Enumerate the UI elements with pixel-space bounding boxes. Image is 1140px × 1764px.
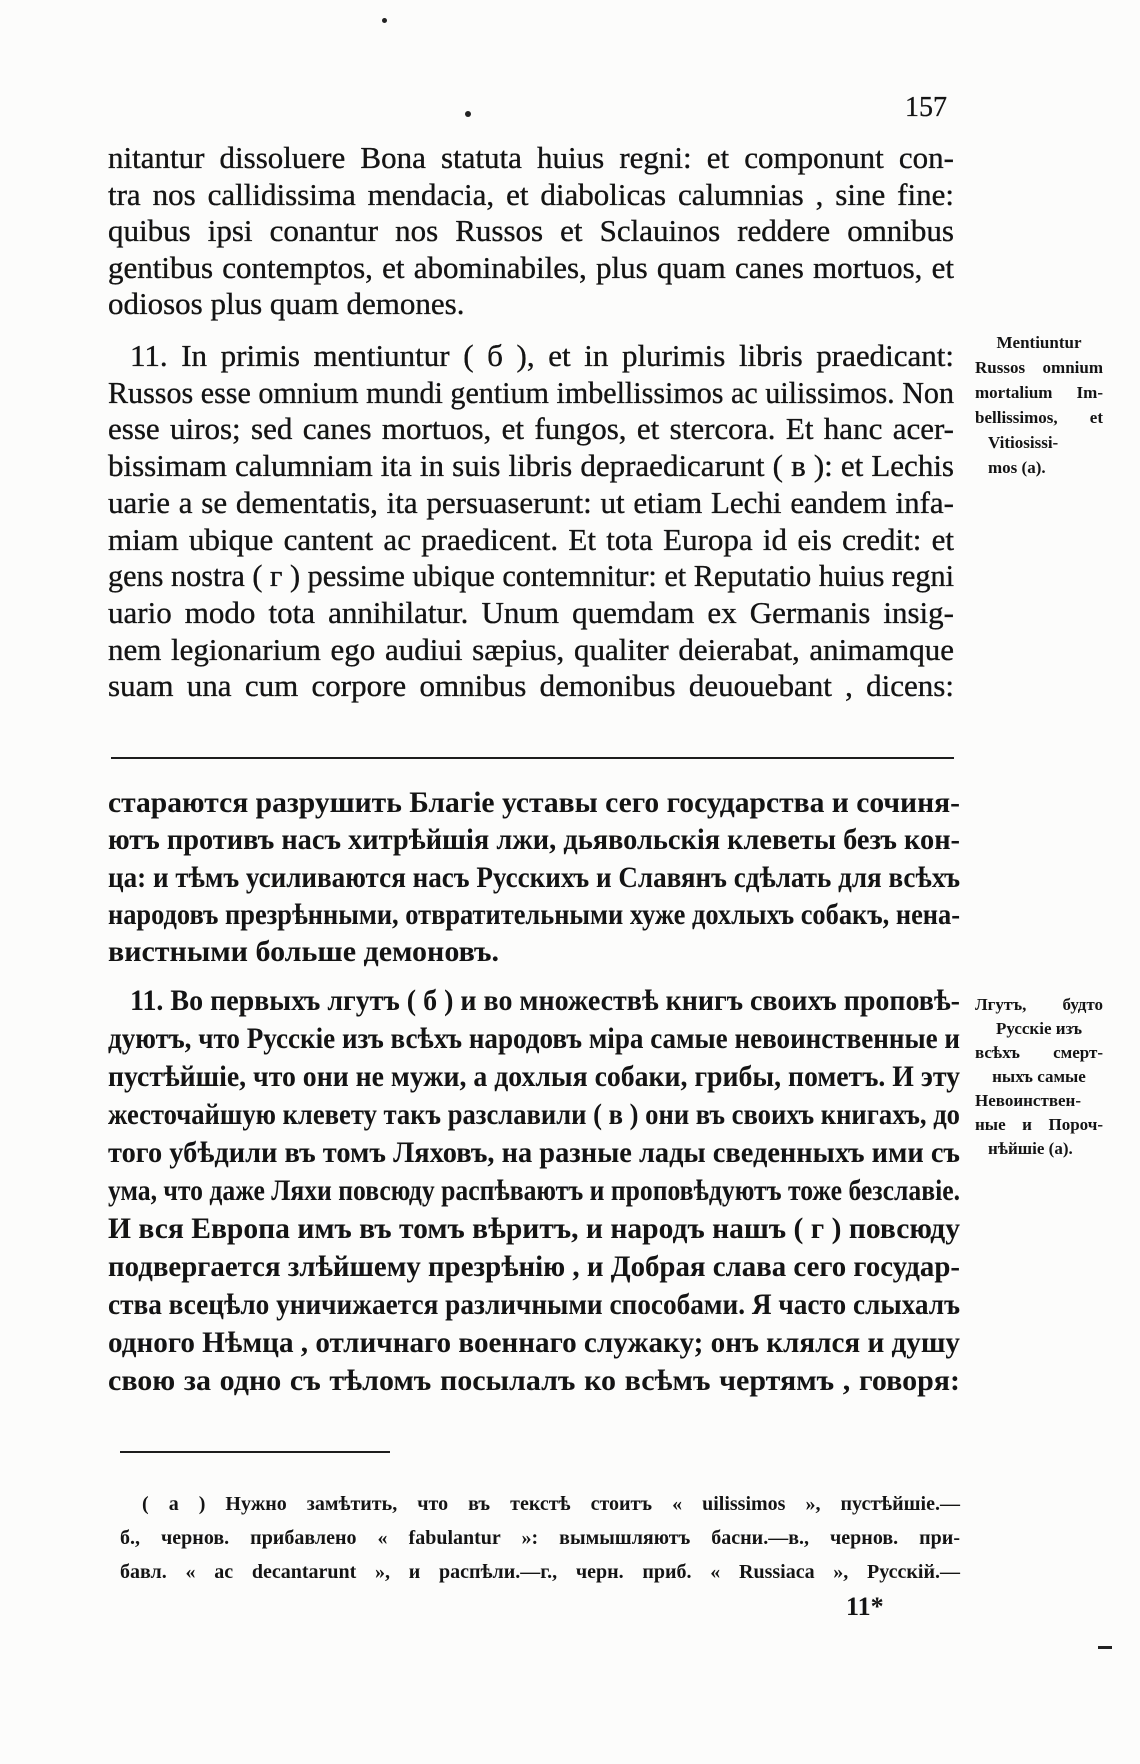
russian-line-text: вистными больше демоновъ. <box>108 935 500 968</box>
russian-line-text: ца: и тѣмъ усиливаются насъ Русскихъ и Славянъ сдѣлать для всѣхъ <box>108 860 960 894</box>
latin-line <box>108 595 954 632</box>
latin-line-text: quibus ipsi conantur nos Russos et Sclauinos reddere omnibus <box>108 213 954 248</box>
russian-line-text: И вся Европа имъ въ томъ вѣритъ, и народъ нашъ ( г ) повсюду <box>108 1212 960 1245</box>
margin-dash <box>1098 1646 1112 1649</box>
latin-line-text: gentibus contemptos, et abominabiles, plus quam canes mortuos, et <box>108 249 954 285</box>
margin-note-text: Mentiuntur <box>996 333 1082 352</box>
footnote <box>120 1487 960 1589</box>
latin-line <box>130 338 954 375</box>
latin-line <box>108 668 954 705</box>
margin-note-text: mortalium Im- <box>975 383 1103 402</box>
russian-line-text: подвергается злѣйшему презрѣнію , и Добрая слава сего государ- <box>108 1250 960 1283</box>
margin-note-line <box>975 1113 1103 1137</box>
latin-line-text: bissimam calumniam ita in suis libris depraedicarunt ( в ): et Lechis <box>108 448 954 484</box>
footnote-line <box>142 1487 960 1521</box>
latin-line-text: uarie a se dementatis, ita persuaserunt: ut etiam Lechi eandem infa- <box>108 484 954 520</box>
russian-line <box>108 1172 960 1210</box>
margin-note-text: bellissimos, et <box>975 408 1103 427</box>
latin-margin-note <box>975 330 1103 480</box>
margin-note-line <box>975 1137 1103 1161</box>
latin-line <box>108 632 954 669</box>
latin-line <box>108 177 954 214</box>
russian-line <box>108 1248 960 1286</box>
russian-line <box>108 1286 960 1324</box>
russian-line-text: 11. Во первыхъ лгутъ ( б ) и во множествѣ книгъ своихъ проповѣ- <box>130 984 960 1017</box>
footnote-line <box>120 1555 960 1589</box>
russian-line <box>108 1324 960 1362</box>
russian-line-text: жесточайшую клевету такъ разславили ( в ) они въ своихъ книгахъ, до <box>108 1098 960 1131</box>
russian-line-text: народовъ презрѣнными, отвратительными хуже дохлыхъ собакъ, нена- <box>108 897 960 931</box>
signature-mark: 11* <box>846 1592 884 1621</box>
margin-note-line <box>975 330 1103 355</box>
russian-line-text: свою за одно съ тѣломъ посылалъ ко всѣмъ чертямъ , говоря: <box>108 1364 960 1397</box>
russian-line-text: того убѣдили въ томъ Ляховъ, на разные лады сведенныхъ ими съ <box>108 1136 960 1169</box>
latin-paragraph-2 <box>108 338 954 705</box>
russian-line <box>108 1362 960 1400</box>
russian-line-text: дуютъ, что Русскіе изъ всѣхъ народовъ міра самые невоинственные и <box>108 1022 960 1055</box>
margin-note-text: Невоинствен- <box>975 1091 1082 1110</box>
margin-note-text: Русскіе изъ <box>995 1019 1082 1038</box>
russian-line-text: ютъ противъ насъ хитрѣйшія лжи, дьявольскія клеветы безъ кон- <box>108 823 960 857</box>
footnote-line-text: б., чернов. прибавлено « fabulantur »: вымышляютъ басни.—в., чернов. при- <box>120 1527 960 1549</box>
margin-note-text: нѣйшіе (а). <box>988 1139 1073 1158</box>
russian-line-text: одного Нѣмца , отличнаго военнаго служаку; онъ клялся и душу <box>108 1326 960 1359</box>
russian-line-text: стараются разрушить Благіе уставы сего государства и сочиня- <box>108 786 960 819</box>
margin-note-text: ныхъ самые <box>992 1067 1086 1086</box>
latin-line <box>108 411 954 448</box>
russian-line <box>108 1210 960 1248</box>
russian-line <box>108 896 960 933</box>
scan-speck <box>382 18 387 23</box>
russian-line <box>108 933 960 970</box>
scan-speck <box>465 111 471 117</box>
margin-note-text: Лгутъ, будто <box>975 995 1103 1014</box>
russian-line <box>108 1134 960 1172</box>
russian-paragraph-2 <box>108 982 960 1400</box>
russian-line <box>108 821 960 858</box>
latin-line <box>108 250 954 287</box>
latin-line-text: uario modo tota annihilatur. Unum quemdam ex Germanis insig- <box>108 594 954 630</box>
russian-line <box>108 1020 960 1058</box>
margin-note-line <box>975 355 1103 380</box>
margin-note-text: ные и Пороч- <box>975 1115 1103 1134</box>
footnote-line-text: ( а ) Нужно замѣтить, что въ текстѣ стоитъ « uilissimos », пустѣйшіе.— <box>142 1493 960 1515</box>
margin-note-line <box>975 1017 1103 1041</box>
russian-paragraph-1 <box>108 784 960 970</box>
margin-note-line <box>975 455 1103 480</box>
latin-line <box>108 213 954 250</box>
latin-line-text: esse uiros; sed canes mortuos, et fungos, et stercora. Et hanc acer- <box>108 411 954 447</box>
latin-line <box>108 375 954 412</box>
margin-note-text: Vitiosissi- <box>988 433 1059 452</box>
latin-line <box>108 485 954 522</box>
latin-line-text: gens nostra ( г ) pessime ubique contemnitur: et Reputatio huius regni <box>108 558 954 594</box>
latin-line-text: tra nos callidissima mendacia, et diabolicas calumnias , sine fine: <box>108 176 954 212</box>
latin-line <box>108 522 954 559</box>
latin-line <box>108 558 954 595</box>
latin-paragraph-1 <box>108 140 954 323</box>
latin-line <box>108 448 954 485</box>
latin-line <box>108 140 954 177</box>
latin-line-text: miam ubique cantent ac praedicent. Et tota Europa id eis credit: et <box>108 521 954 557</box>
page-number: 157 <box>905 92 947 123</box>
latin-line-text: 11. In primis mentiuntur ( б ), et in plurimis libris praedicant: <box>130 338 954 373</box>
margin-note-line <box>975 405 1103 430</box>
footnote-rule <box>120 1451 390 1453</box>
latin-line-text: Russos esse omnium mundi gentium imbellissimos ac uilissimos. Non <box>108 374 954 410</box>
latin-line-text: nitantur dissoluere Bona statuta huius regni: et componunt con- <box>108 140 954 175</box>
margin-note-line <box>975 993 1103 1017</box>
margin-note-text: mos (а). <box>988 458 1046 477</box>
margin-note-line <box>975 1041 1103 1065</box>
russian-line-text: ства всецѣло уничижается различными способами. Я часто слыхалъ <box>108 1288 960 1321</box>
footnote-line-text: бавл. « ac decantarunt », и распѣли.—г., черн. приб. « Russiaca », Русскій.— <box>120 1561 960 1583</box>
russian-line <box>108 784 960 821</box>
russian-margin-note <box>975 993 1103 1161</box>
russian-line-text: ума, что даже Ляхи повсюду распѣваютъ и проповѣдуютъ тоже безславіе. <box>108 1174 960 1207</box>
latin-line-text: odiosos plus quam demones. <box>108 286 465 321</box>
margin-note-line <box>975 1065 1103 1089</box>
russian-line <box>108 859 960 896</box>
margin-note-text: Russos omnium <box>975 358 1103 377</box>
text-divider-rule <box>111 757 954 759</box>
latin-line-text: nem legionarium ego audiui sæpius, qualiter deierabat, animamque <box>108 631 954 667</box>
margin-note-line <box>975 380 1103 405</box>
footnote-line <box>120 1521 960 1555</box>
latin-line <box>108 286 954 323</box>
margin-note-text: всѣхъ смерт- <box>975 1043 1103 1062</box>
russian-line <box>130 982 960 1020</box>
latin-line-text: suam una cum corpore omnibus demonibus deuouebant , dicens: <box>108 668 954 704</box>
russian-line-text: пустѣйшіе, что они не мужи, а дохлыя собаки, грибы, пометъ. И эту <box>108 1060 960 1093</box>
margin-note-line <box>975 430 1103 455</box>
russian-line <box>108 1096 960 1134</box>
margin-note-line <box>975 1089 1103 1113</box>
russian-line <box>108 1058 960 1096</box>
